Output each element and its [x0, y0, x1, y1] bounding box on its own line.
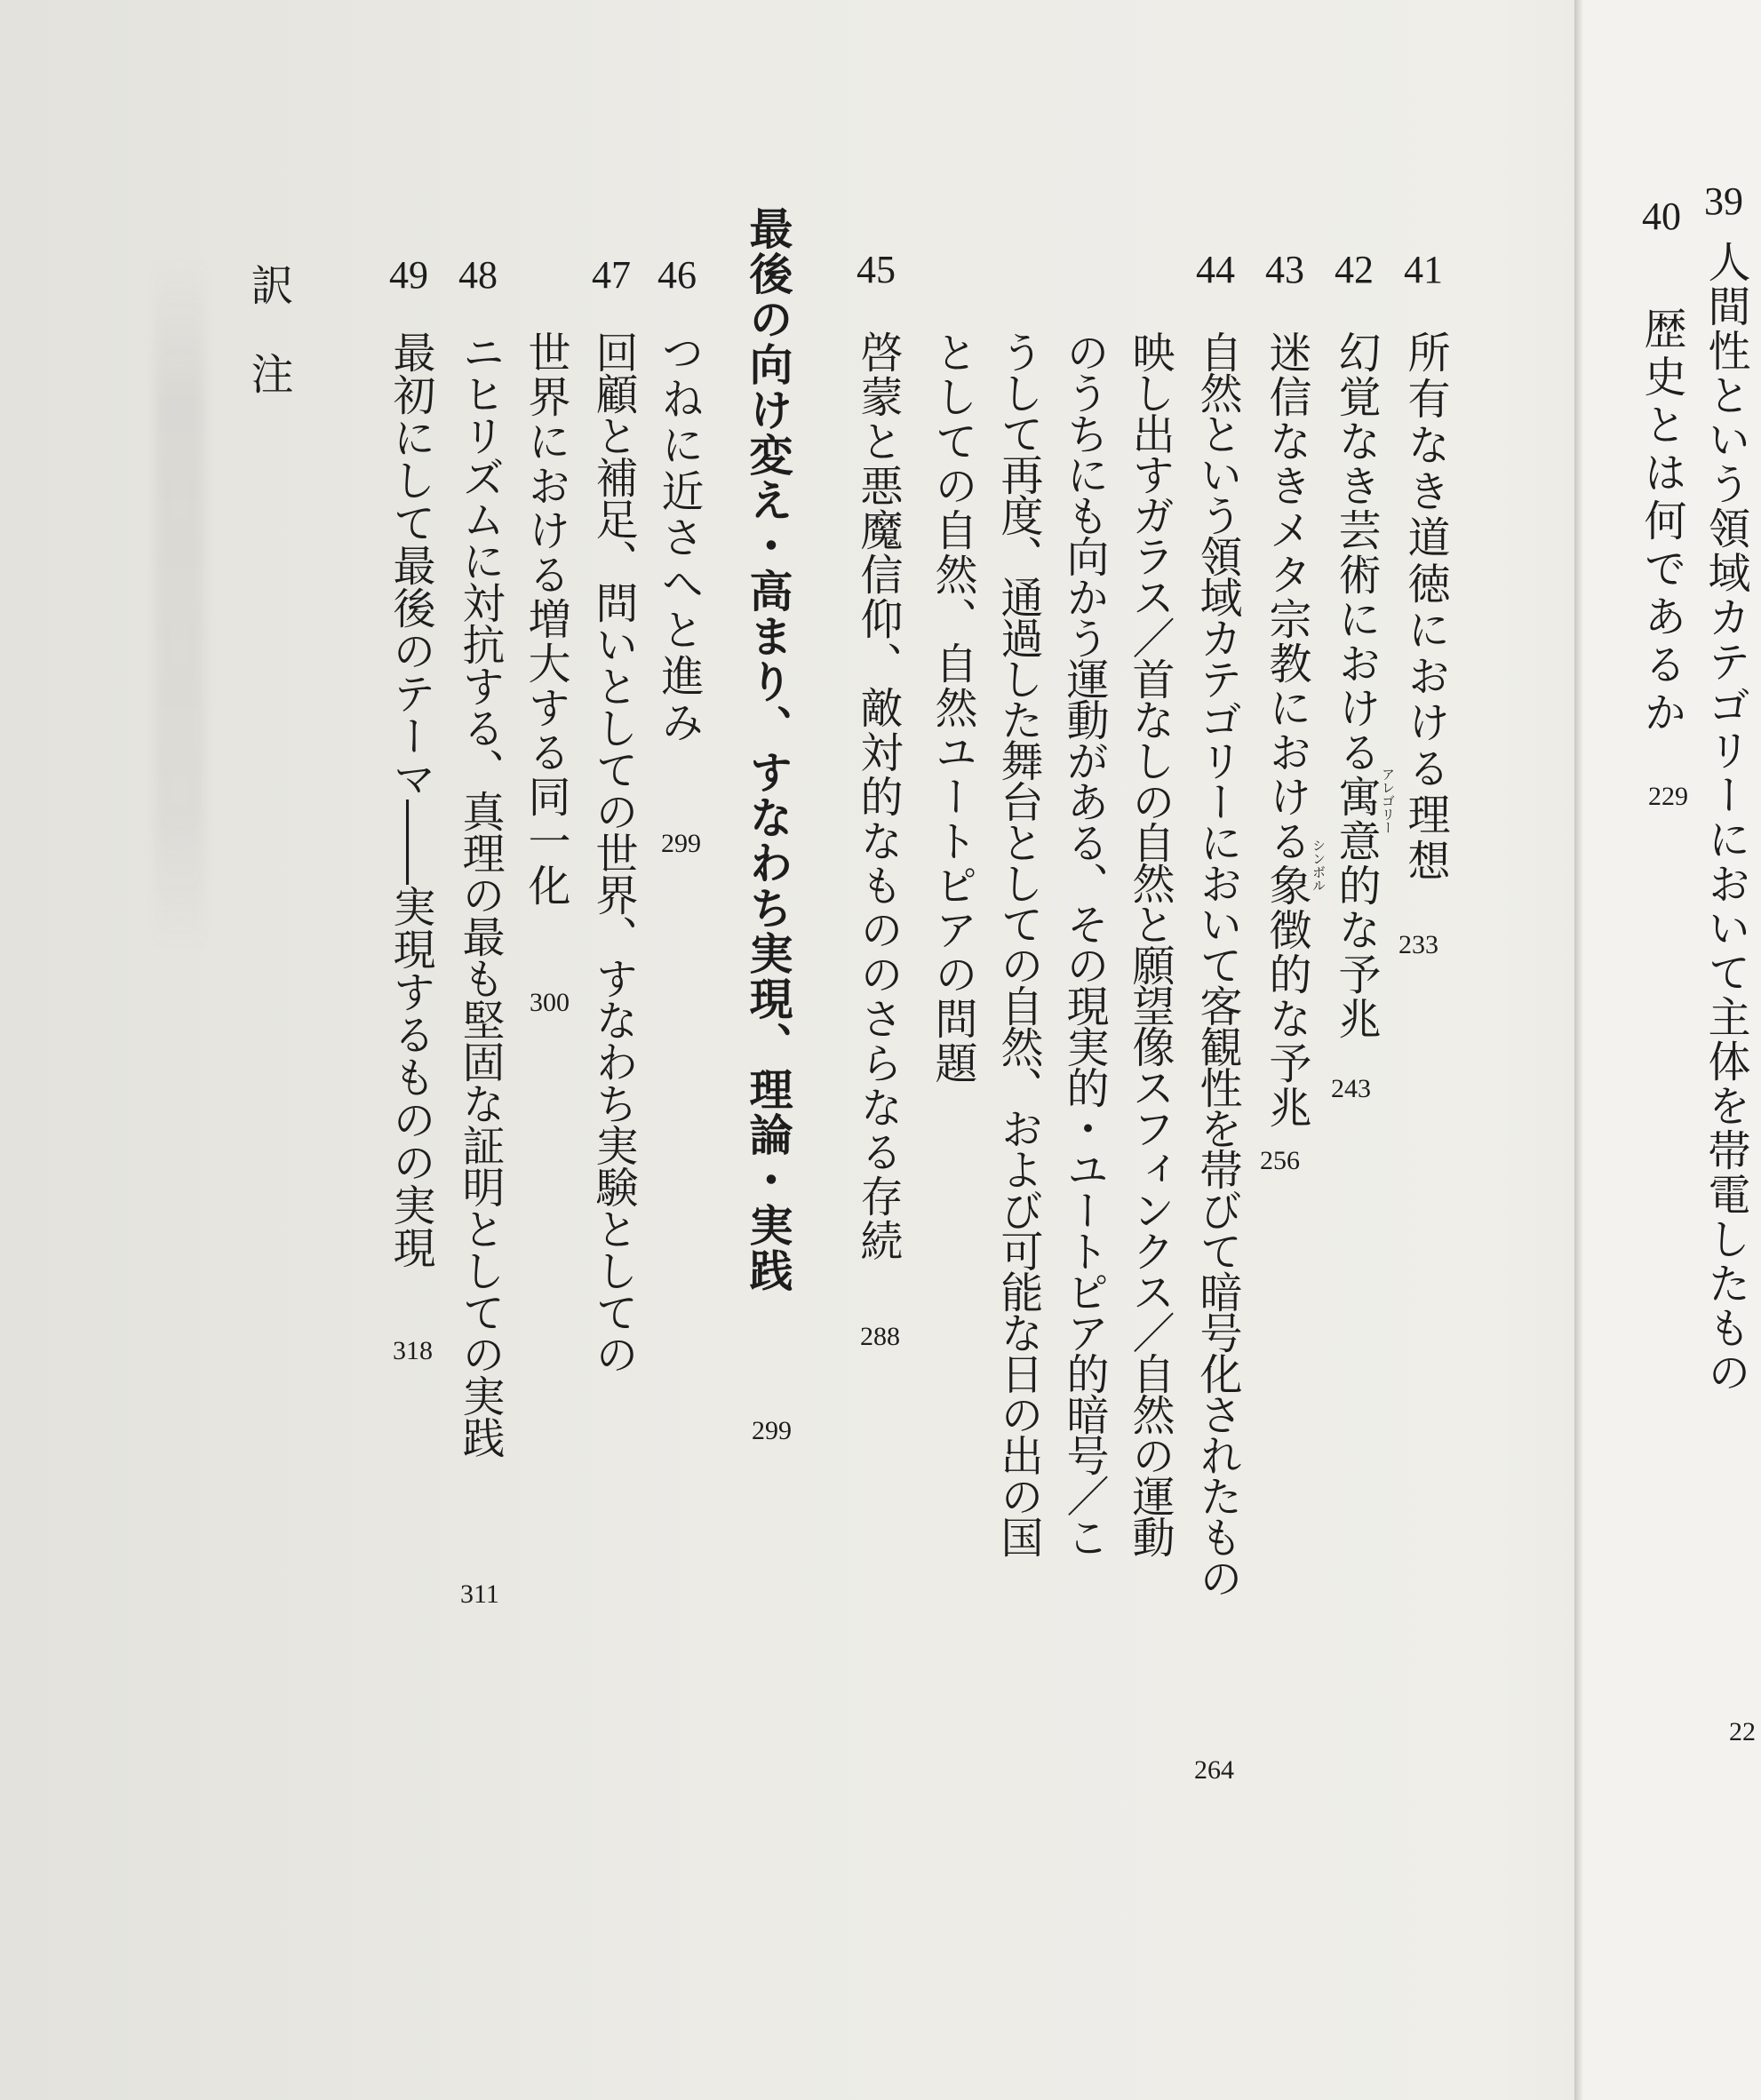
page-number: 299	[661, 829, 701, 858]
section-heading: 最後の向け変え・高まり、すなわち実現、理論・実践	[743, 206, 793, 1293]
entry-title-line: 映し出すガラス／首なしの自然と願望像スフィンクス／自然の運動	[1125, 330, 1175, 1556]
entry-title: 歴史とは何であるか	[1637, 306, 1686, 738]
entry-title-line: のうちにも向かう運動がある、その現実的・ユートピア的暗号／こ	[1059, 330, 1109, 1556]
ruby-annotation: アレゴリー	[1380, 768, 1396, 834]
page-number: 264	[1194, 1755, 1234, 1785]
entry-number: 46	[657, 253, 697, 297]
entry-title-line: 自然という領域カテゴリーにおいて客観性を帯びて暗号化されたもの	[1192, 330, 1242, 1597]
entry-title: 迷信なきメタ宗教における象徴的な予兆	[1262, 330, 1311, 1130]
entry-number: 49	[389, 253, 428, 297]
entry-number: 47	[592, 253, 631, 297]
page-number: 300	[530, 988, 570, 1017]
entry-title-line: うして再度、通過した舞台としての自然、および可能な日の出の国	[993, 330, 1043, 1556]
page-number: 233	[1398, 930, 1438, 959]
page-number: 311	[460, 1579, 499, 1609]
page-gutter	[1574, 0, 1583, 2100]
page-number: 229	[1648, 782, 1688, 811]
page-number: 22	[1729, 1717, 1756, 1746]
entry-number: 44	[1196, 248, 1235, 291]
entry-number: 42	[1335, 248, 1374, 291]
entry-title: 所有なき道徳における理想	[1400, 330, 1450, 885]
entry-number: 45	[857, 248, 896, 291]
entry-number: 48	[458, 253, 498, 297]
show-through-shadow	[155, 258, 204, 951]
page-number: 318	[393, 1336, 433, 1365]
entry-title: 幻覚なき芸術における寓意的な予兆	[1331, 330, 1381, 1041]
entry-number: 40	[1642, 195, 1681, 238]
entry-title: 最初にして最後のテーマ――実現するものの実現	[386, 330, 435, 1269]
entry-title: 啓蒙と悪魔信仰、敵対的なもののさらなる存続	[853, 330, 903, 1263]
entry-number: 43	[1265, 248, 1304, 291]
entry-number: 41	[1404, 248, 1443, 291]
entry-title-line: 世界における増大する同一化	[521, 330, 570, 908]
entry-title: つねに近さへと進み	[654, 330, 704, 746]
entry-title-line: としての自然、自然ユートピアの問題	[928, 330, 977, 1086]
entry-number: 39	[1704, 179, 1743, 223]
page-number: 256	[1260, 1146, 1300, 1175]
page-number: 243	[1331, 1074, 1371, 1103]
entry-title: ニヒリズムに対抗する、真理の最も堅固な証明としての実践	[455, 330, 505, 1458]
page-number: 288	[860, 1322, 900, 1351]
entry-title-line: 回顧と補足、問いとしての世界、すなわち実験としての	[588, 330, 638, 1374]
translator-notes-heading: 訳 注	[243, 263, 293, 396]
ruby-annotation: シンボル	[1311, 839, 1327, 892]
page-number: 299	[752, 1416, 792, 1445]
entry-title: 人間性という領域カテゴリーにおいて主体を帯電したもの	[1701, 240, 1750, 1395]
